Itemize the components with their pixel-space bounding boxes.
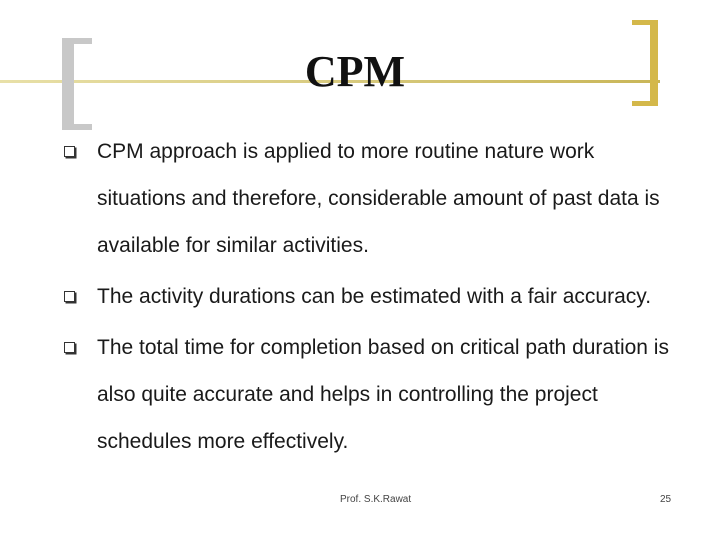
page-number: 25 [660,494,672,505]
right-bracket-top-decoration [632,20,658,25]
right-bracket-bottom-decoration [632,101,658,106]
bullet-list [62,128,682,465]
square-bullet-icon [64,146,75,157]
left-bracket-decoration [62,38,74,130]
bullet-text: The activity durations can be estimated with a fair accuracy. [97,285,652,308]
slide-title: CPM [304,47,406,96]
bullet-item [62,128,682,269]
bullet-text: CPM approach is applied to more routine nature work situations and therefore, considerable amount of past data is available for similar activities. [97,140,660,257]
bullet-item [62,324,682,465]
left-bracket-top-decoration [62,38,92,44]
bullet-text: The total time for completion based on critical path duration is also quite accurate and helps in controlling the project schedules more effectively. [97,336,669,453]
square-bullet-icon [64,342,75,353]
bullet-item [62,273,682,320]
footer-author: Prof. S.K.Rawat [340,494,412,505]
square-bullet-icon [64,291,75,302]
right-bracket-decoration [650,20,658,106]
